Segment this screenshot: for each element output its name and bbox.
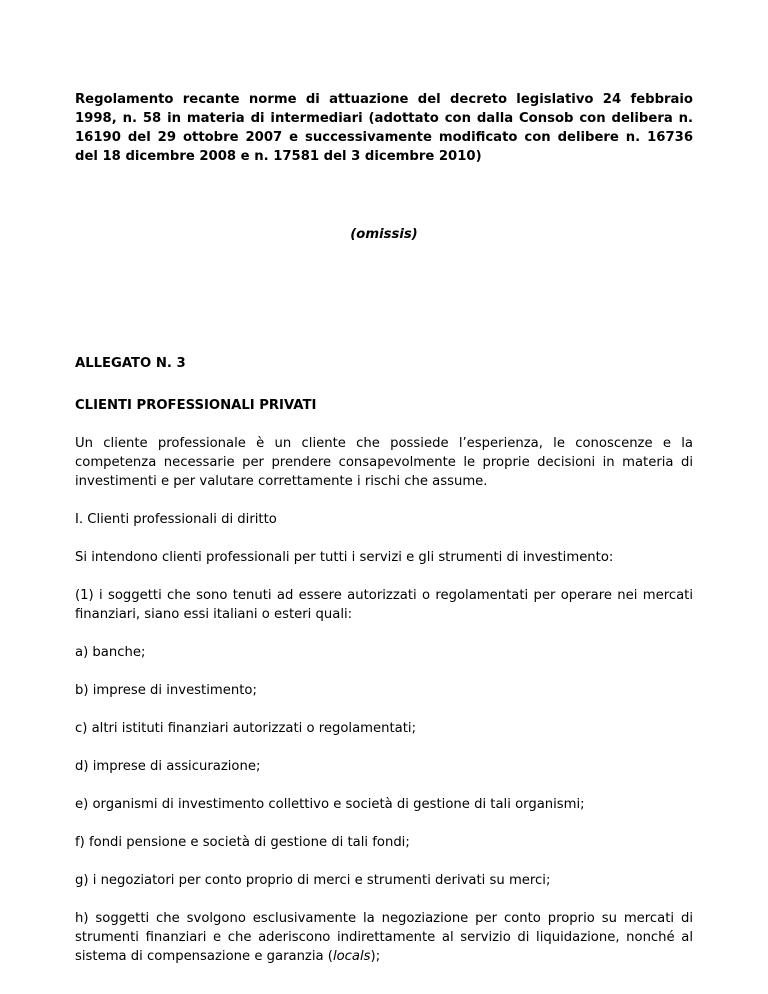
list-item-g: g) i negoziatori per conto proprio di merci e strumenti derivati su merci; [75,873,551,888]
list-item-c: c) altri istituti finanziari autorizzati o regolamentati; [75,721,417,736]
omissis-note: (omissis) [350,227,418,242]
annex-label: ALLEGATO N. 3 [75,356,186,371]
intro-paragraph: Un cliente professionale è un cliente che possiede l’esperienza, le conoscenze e la competenza necessarie per prendere consapevolmente le proprie decisioni in materia di investimenti e per valutare correttamente i rischi che assume. [75,436,693,489]
list-item-d: d) imprese di assicurazione; [75,759,261,774]
list-item-a: a) banche; [75,645,146,660]
document-title: Regolamento recante norme di attuazione del decreto legislativo 24 febbraio 1998, n. 58 in materia di intermediari (adottato con dalla Consob con delibera n. 16190 del 29 ottobre 2007 e successivamente modificato con delibere n. 16736 del 18 dicembre 2008 e n. 17581 del 3 dicembre 2010) [75,92,693,164]
list-item-e: e) organismi di investimento collettivo e società di gestione di tali organismi; [75,797,585,812]
list-item-f: f) fondi pensione e società di gestione di tali fondi; [75,835,410,850]
list-item-b: b) imprese di investimento; [75,683,257,698]
list-item-h [75,909,693,966]
list-item-h-end: ); [370,949,381,964]
list-item-h-italic: locals [332,949,371,964]
point-1: (1) i soggetti che sono tenuti ad essere autorizzati o regolamentati per operare nei mercati finanziari, siano essi italiani o esteri quali: [75,588,693,622]
section-title: I. Clienti professionali di diritto [75,512,277,527]
list-item-h-text: h) soggetti che svolgono esclusivamente la negoziazione per conto proprio su mercati di strumenti finanziari e che aderiscono indirettamente al servizio di liquidazione, nonché al sistema di compensazione e garanzia ( [75,911,693,964]
section-heading: CLIENTI PROFESSIONALI PRIVATI [75,398,317,413]
section-intro: Si intendono clienti professionali per tutti i servizi e gli strumenti di investimento: [75,550,614,565]
